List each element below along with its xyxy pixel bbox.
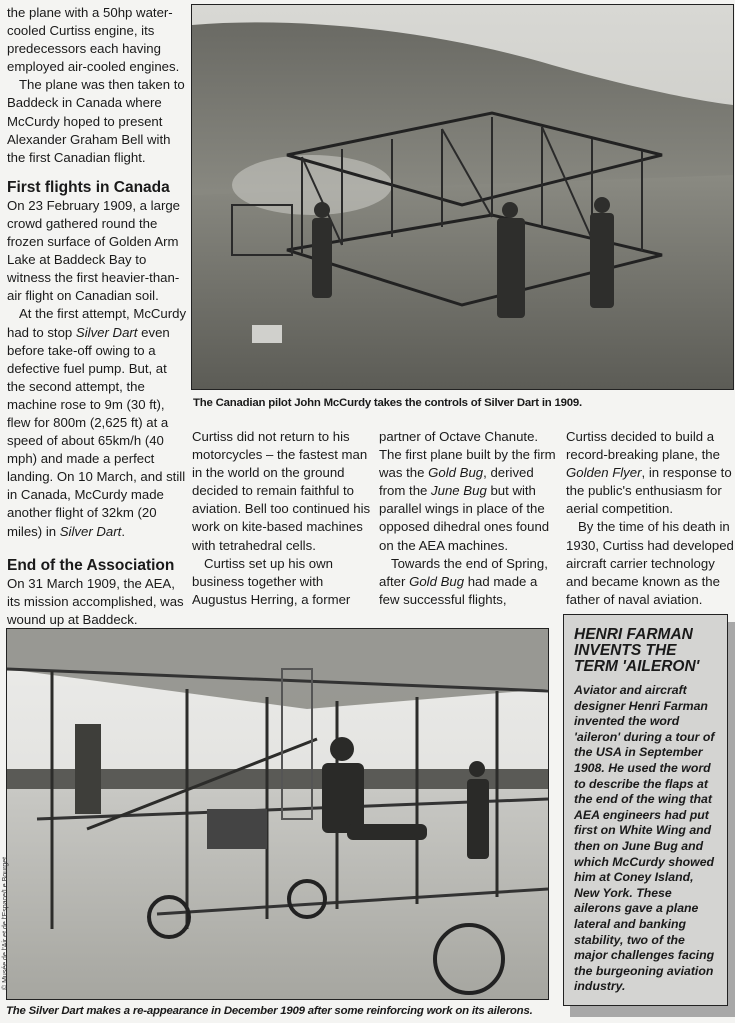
- bottom-photo-silver-dart-ice: [6, 628, 549, 1000]
- intro-paragraph-1: the plane with a 50hp water-cooled Curtiss engine, its predecessors each having employed air-cooled engines.: [7, 5, 180, 75]
- middle-col2-paragraph-2: Towards the end of Spring, after Gold Bug had made a few successful flights,: [379, 555, 548, 607]
- top-photo-caption: The Canadian pilot John McCurdy takes the controls of Silver Dart in 1909.: [193, 397, 583, 409]
- middle-col2-paragraph-1: partner of Octave Chanute. The first plane built by the firm was the Gold Bug, derived from the June Bug but with parallel wings in place of the opposed dihedral ones found on the AEA machines.: [379, 429, 556, 553]
- bottom-photo-caption: The Silver Dart makes a re-appearance in December 1909 after some reinforcing work on its ailerons.: [6, 1005, 533, 1017]
- silver-dart-ice-illustration: [7, 629, 548, 999]
- sidebar-body: Aviator and aircraft designer Henri Farman invented the word 'aileron' during a tour of the USA in September 1908. He used the word to describe the flaps at the end of the wing that AEA engineers had put first on White Wing and then on June Bug and which McCurdy showed him at Coney Island, New York. These ailerons gave a plane lateral and banking stability, two of the major challenges facing the burgeoning aviation industry.: [574, 683, 715, 994]
- middle-column-3: [566, 428, 734, 609]
- intro-paragraph-2: The plane was then taken to Baddeck in Canada where McCurdy hoped to present Alexander Graham Bell with the first Canadian flight.: [7, 77, 185, 165]
- end-association-paragraph: On 31 March 1909, the AEA, its mission accomplished, was wound up at Baddeck.: [7, 575, 184, 627]
- sidebar-henri-farman: [563, 614, 728, 1006]
- first-flights-paragraph-1: On 23 February 1909, a large crowd gathered round the frozen surface of Golden Arm Lake at Baddeck Bay to witness the first heavier-than-air flight on Canadian soil.: [7, 197, 181, 304]
- middle-col3-paragraph-1: Curtiss decided to build a record-breaking plane, the Golden Flyer, in response to the public's enthusiasm for aerial competition.: [566, 429, 732, 517]
- top-photo-silver-dart-field: [191, 4, 734, 390]
- biplane-field-illustration: [192, 5, 733, 389]
- sidebar-title: HENRI FARMAN INVENTS THE TERM 'AILERON': [574, 626, 700, 675]
- middle-col1-paragraph-1: Curtiss did not return to his motorcycles – the fastest man in the world on the ground decided to remain faithful to aviation. Bell too continued his work on kite-based machines with tetrahedral cells.: [192, 429, 371, 553]
- left-column: [7, 4, 187, 629]
- section-heading-first-flights: First flights in Canada: [7, 178, 170, 196]
- photo-credit: © Musée de l'Air et de l'Espace/Le Bourget: [2, 856, 9, 990]
- middle-col1-paragraph-2: Curtiss set up his own business together with Augustus Herring, a former: [192, 555, 351, 607]
- middle-column-2: [379, 428, 557, 609]
- first-flights-paragraph-2: At the first attempt, McCurdy had to stop Silver Dart even before take-off owing to a defective fuel pump. But, at the second attempt, the machine rose to 9m (30 ft), flew for 800m (2,625 ft) at a speed of about 65km/h (40 mph) and made a perfect landing. On 10 March, and still in Canada, McCurdy made another flight of 32km (20 miles) in Silver Dart.: [7, 306, 187, 539]
- middle-col3-paragraph-2: By the time of his death in 1930, Curtiss had developed aircraft carrier technology and became known as the father of naval aviation.: [566, 519, 734, 607]
- section-heading-end-association: End of the Association: [7, 556, 175, 574]
- middle-column-1: [192, 428, 372, 609]
